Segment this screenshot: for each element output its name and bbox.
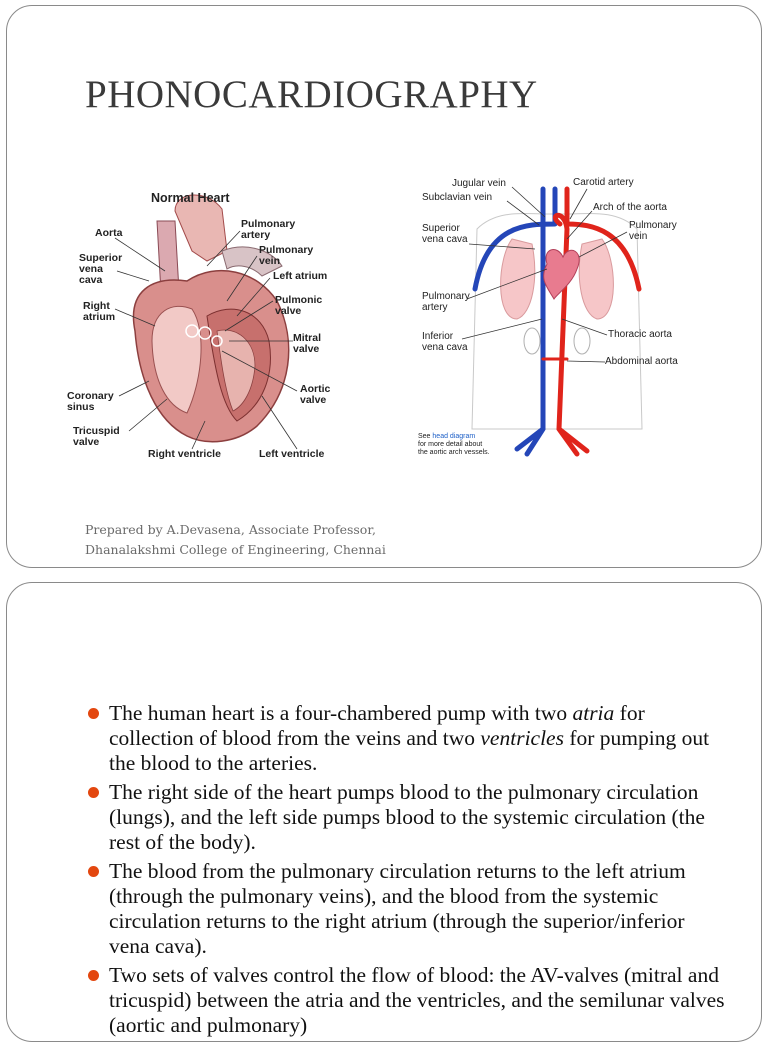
bullet-item xyxy=(85,701,725,776)
head-diagram-link[interactable]: head diagram xyxy=(432,433,476,440)
label-left-atrium: Left atrium xyxy=(273,270,328,282)
bullet-item xyxy=(85,859,725,959)
bullet-text: ventricles xyxy=(480,726,564,750)
bullet-text: for pumping out the blood to the arteries. xyxy=(109,726,710,775)
bullet-text: The right side of the heart pumps blood to the pulmonary circulation (lungs), and the left side pumps blood to the systemic circulation (the rest of the body). xyxy=(109,780,705,854)
label-right-atrium: Right atrium xyxy=(83,300,116,323)
label-subclavian-vein: Subclavian vein xyxy=(422,192,493,203)
diagram-note: See head diagram for more detail about the aortic arch vessels. xyxy=(418,433,490,456)
bullet-item xyxy=(85,963,725,1038)
label-jugular-vein: Jugular vein xyxy=(452,178,506,189)
heart-diagram-title: Normal Heart xyxy=(151,191,230,205)
label-right-ventricle: Right ventricle xyxy=(148,448,221,460)
bullet-text: The blood from the pulmonary circulation returns to the left atrium (through the pulmonary veins), and the blood from the systemic circulation returns to the right atrium (through the superior/inferior vena cava). xyxy=(109,859,686,958)
slide-footer xyxy=(85,520,386,560)
bullet-text: atria xyxy=(572,701,615,725)
label-superior-vena-cava: Superior vena cava xyxy=(79,252,123,286)
slide-title: PHONOCARDIOGRAPHY xyxy=(85,73,538,116)
bullet-dot-icon xyxy=(88,787,99,798)
label-coronary-sinus: Coronary sinus xyxy=(67,390,114,413)
label-pulmonary-vein: Pulmonary vein xyxy=(629,220,677,242)
circulation-illustration xyxy=(407,169,707,469)
label-carotid-artery: Carotid artery xyxy=(573,177,634,188)
bullet-text: The human heart is a four-chambered pump with two xyxy=(109,701,573,725)
label-aortic-valve: Aortic valve xyxy=(300,383,331,406)
label-tricuspid-valve: Tricuspid valve xyxy=(73,425,120,448)
heart-diagram xyxy=(57,181,357,466)
circulation-diagram xyxy=(407,169,707,469)
bullet-text: Two sets of valves control the flow of blood: the AV-valves (mitral and tricuspid) between the atria and the ventricles, and the semilunar valves (aortic and pulmonary) xyxy=(109,963,725,1037)
label-pulmonary-artery: Pulmonary artery xyxy=(422,291,470,313)
label-pulmonary-artery: Pulmonary artery xyxy=(241,218,296,241)
label-pulmonic-valve: Pulmonic valve xyxy=(275,294,323,317)
label-arch-of-aorta: Arch of the aorta xyxy=(593,202,667,213)
label-superior-vena-cava: Superior vena cava xyxy=(422,223,468,245)
label-mitral-valve: Mitral valve xyxy=(293,332,322,355)
footer-line-1: Prepared by A.Devasena, Associate Professor, xyxy=(85,522,376,537)
bullet-text: for collection of blood from the veins and two xyxy=(109,701,645,750)
label-abdominal-aorta: Abdominal aorta xyxy=(605,356,678,367)
label-left-ventricle: Left ventricle xyxy=(259,448,325,460)
bullet-item xyxy=(85,780,725,855)
slide-2 xyxy=(6,582,762,1042)
slide-1 xyxy=(6,5,762,568)
heart-illustration xyxy=(57,181,357,466)
label-pulmonary-vein: Pulmonary vein xyxy=(259,244,314,267)
footer-line-2: Dhanalakshmi College of Engineering, Chennai xyxy=(85,542,386,557)
bullet-dot-icon xyxy=(88,970,99,981)
label-thoracic-aorta: Thoracic aorta xyxy=(608,329,672,340)
label-aorta: Aorta xyxy=(95,227,123,239)
bullet-dot-icon xyxy=(88,708,99,719)
bullet-list xyxy=(85,701,725,1042)
label-inferior-vena-cava: Inferior vena cava xyxy=(422,331,468,353)
bullet-dot-icon xyxy=(88,866,99,877)
